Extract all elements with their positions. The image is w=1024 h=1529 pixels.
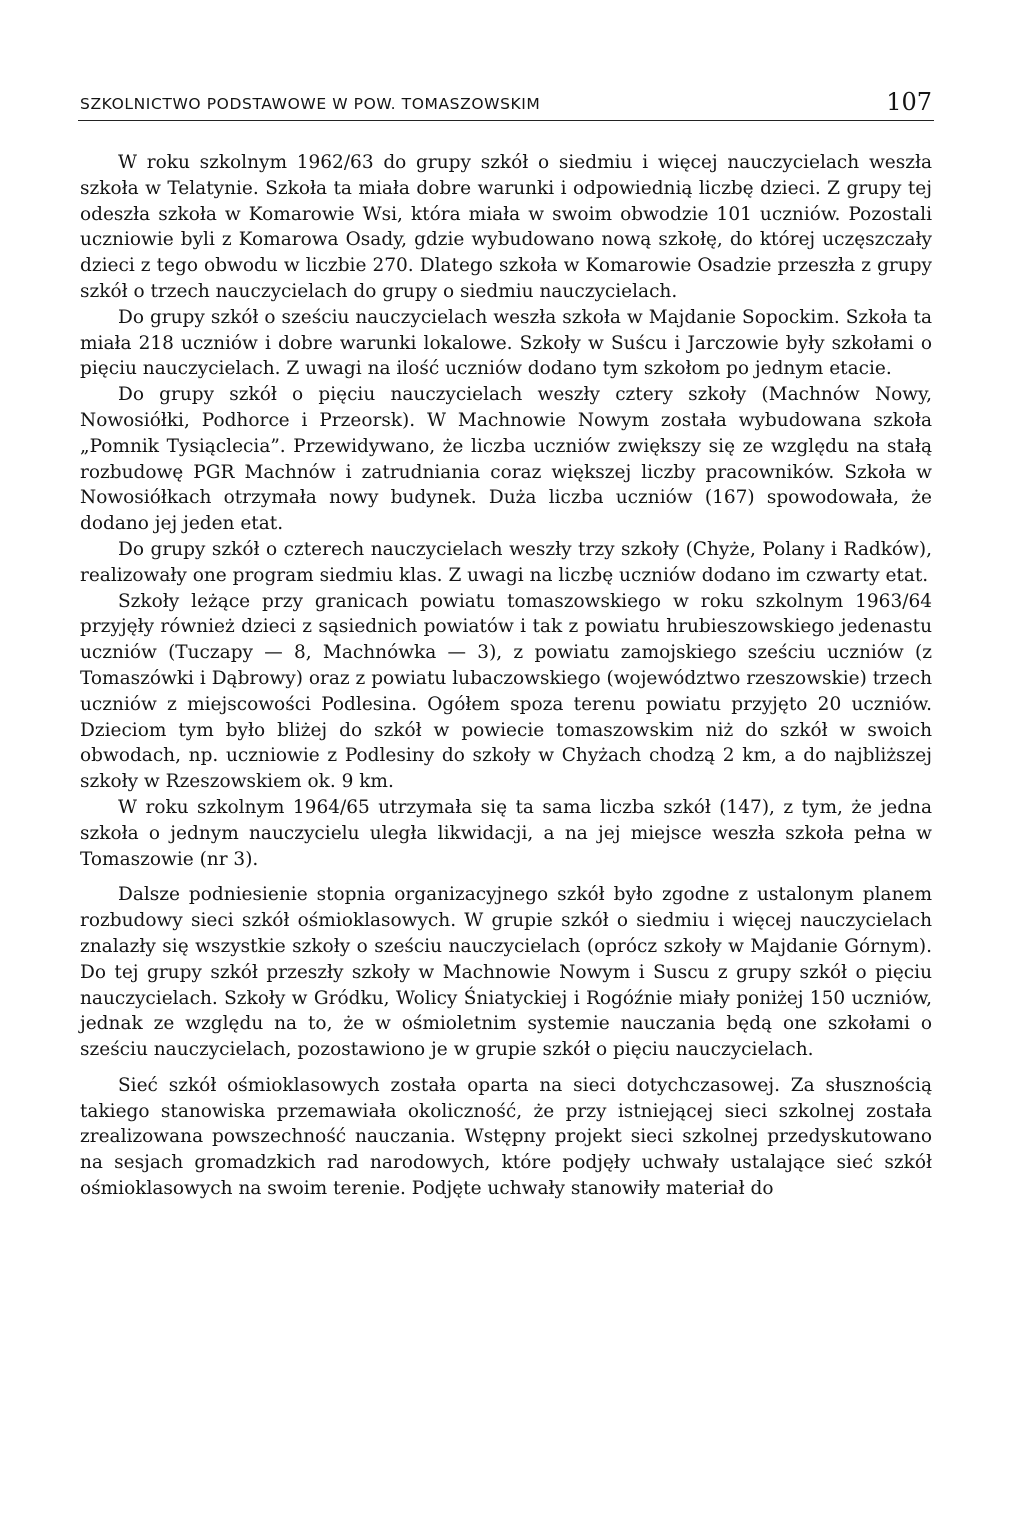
paragraph: Do grupy szkół o czterech nauczycielach weszły trzy szkoły (Chyże, Polany i Radków), realizowały one program siedmiu klas. Z uwagi na liczbę uczniów dodano im czwarty etat. bbox=[80, 538, 932, 586]
paragraph: W roku szkolnym 1964/65 utrzymała się ta sama liczba szkół (147), z tym, że jedna szkoła o jednym nauczycielu uległa likwidacji, a na jej miejsce weszła szkoła pełna w Tomaszowie (nr 3). bbox=[80, 796, 932, 870]
running-title: SZKOLNICTWO PODSTAWOWE W POW. TOMASZOWSKIM bbox=[80, 95, 541, 113]
page-header bbox=[78, 90, 934, 121]
paragraph: Dalsze podniesienie stopnia organizacyjnego szkół było zgodne z ustalonym planem rozbudowy sieci szkół ośmioklasowych. W grupie szkół o siedmiu i więcej nauczycielach znalazły się wszystkie szkoły o sześciu nauczycielach (oprócz szkoły w Majdanie Górnym). Do tej grupy szkół przeszły szkoły w Machnowie Nowym i Suscu z grupy szkół o pięciu nauczycielach. Szkoły w Gródku, Wolicy Śniatyckiej i Rogóźnie miały poniżej 150 uczniów, jednak ze względu na to, że w ośmioletnim systemie nauczania będą one szkołami o sześciu nauczycielach, pozostawiono je w grupie szkół o pięciu nauczycielach. bbox=[80, 884, 932, 1061]
paragraph: Sieć szkół ośmioklasowych została oparta na sieci dotychczasowej. Za słusznością takiego stanowiska przemawiała okoliczność, że przy istniejącej sieci szkolnej została zrealizowana powszechność nauczania. Wstępny projekt sieci szkolnej przedyskutowano na sesjach gromadzkich rad narodowych, które podjęły uchwały ustalające sieć szkół ośmioklasowych na swoim terenie. Podjęte uchwały stanowiły materiał do bbox=[80, 1074, 932, 1200]
paragraph: Do grupy szkół o pięciu nauczycielach weszły cztery szkoły (Machnów Nowy, Nowosiółki, Podhorce i Przeorsk). W Machnowie Nowym została wybudowana szkoła „Pomnik Tysiąclecia”. Przewidywano, że liczba uczniów zwiększy się ze względu na stałą rozbudowę PGR Machnów i zatrudniania coraz większej liczby pracowników. Szkoła w Nowosiółkach otrzymała nowy budynek. Duża liczba uczniów (167) spowodowała, że dodano jej jeden etat. bbox=[80, 384, 932, 535]
paragraph: Szkoły leżące przy granicach powiatu tomaszowskiego w roku szkolnym 1963/64 przyjęły również dzieci z sąsiednich powiatów i tak z powiatu hrubieszowskiego jedenastu uczniów (Tuczapy — 8, Machnówka — 3), z powiatu zamojskiego sześciu uczniów (z Tomaszówki i Dąbrowy) oraz z powiatu lubaczowskiego (województwo rzeszowskie) trzech uczniów z miejscowości Podlesina. Ogółem spoza terenu powiatu przyjęto 20 uczniów. Dzieciom tym było bliżej do szkół w powiecie tomaszowskim niż do szkół w swoich obwodach, np. uczniowie z Podlesiny do szkoły w Chyżach chodzą 2 km, a do najbliższej szkoły w Rzeszowskiem ok. 9 km. bbox=[80, 590, 932, 793]
paragraph: W roku szkolnym 1962/63 do grupy szkół o siedmiu i więcej nauczycielach weszła szkoła w Telatynie. Szkoła ta miała dobre warunki i odpowiednią liczbę dzieci. Z grupy tej odeszła szkoła w Komarowie Wsi, która miała w swoim obwodzie 101 uczniów. Pozostali uczniowie byli z Komarowa Osady, gdzie wybudowano nową szkołę, do której uczęszczały dzieci z tego obwodu w liczbie 270. Dlatego szkoła w Komarowie Osadzie przeszła z grupy szkół o trzech nauczycielach do grupy o siedmiu nauczycielach. bbox=[80, 152, 932, 302]
body-text bbox=[80, 150, 932, 1202]
page-number: 107 bbox=[886, 88, 932, 116]
paragraph: Do grupy szkół o sześciu nauczycielach weszła szkoła w Majdanie Sopockim. Szkoła ta miała 218 uczniów i dobre warunki lokalowe. Szkoły w Suścu i Jarczowie były szkołami o pięciu nauczycielach. Z uwagi na ilość uczniów dodano tym szkołom po jednym etacie. bbox=[80, 306, 932, 380]
